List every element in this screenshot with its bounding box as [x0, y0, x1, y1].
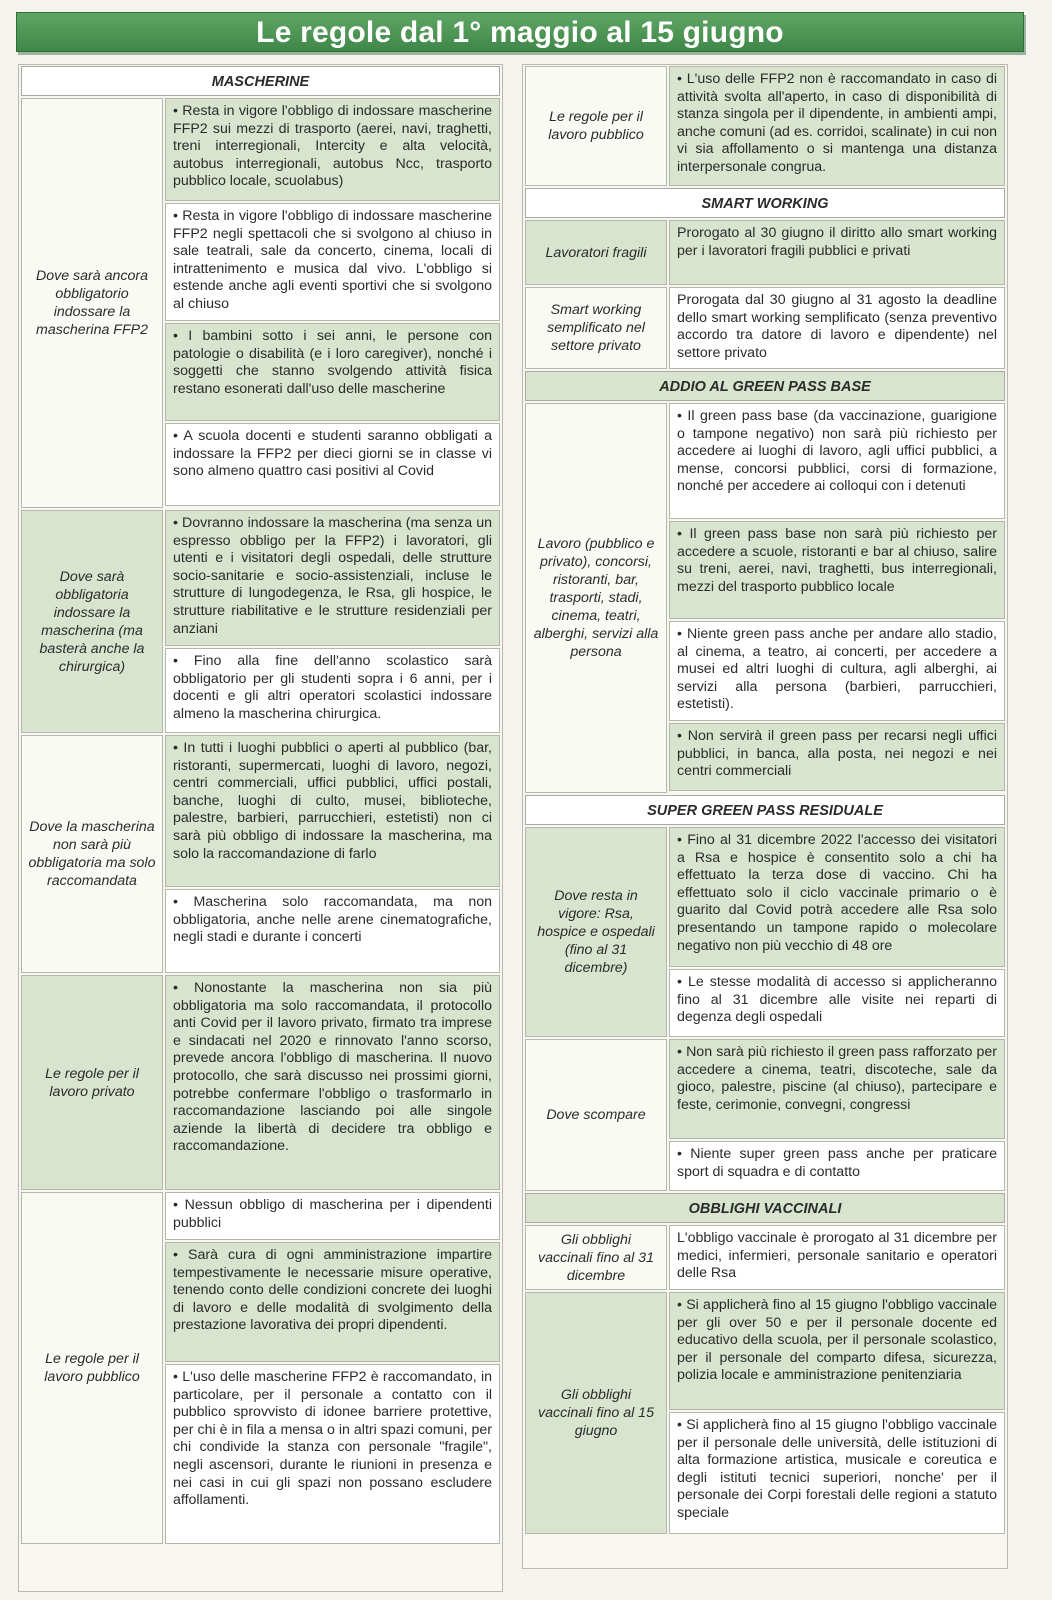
group-super-scompare: [525, 1039, 1005, 1191]
rule-cell: • Il green pass base (da vaccinazione, guarigione o tampone negativo) non sarà più richiesto per accedere ai luoghi di lavoro, agli uffici pubblici, a mense, concorsi pubblici, corsi di formazione, nonché per accedere ai colloqui con i detenuti: [669, 403, 1005, 519]
rule-cell: • I bambini sotto i sei anni, le persone con patologie o disabilità (e i loro caregiver), nonché i soggetti che stanno svolgendo attività fisica restano esonerati dall'uso delle mascherine: [165, 323, 500, 421]
rule-cell: • Fino alla fine dell'anno scolastico sarà obbligatorio per gli studenti sopra i 6 anni, per i docenti e gli altri operatori scolastici indossare almeno la mascherina chirurgica.: [165, 648, 500, 733]
rule-cell: • Nessun obbligo di mascherina per i dipendenti pubblici: [165, 1192, 500, 1240]
rule-cell: Prorogata dal 30 giugno al 31 agosto la deadline dello smart working semplificato (senza preventivo accordo tra datore di lavoro e dipendente) nel settore privato: [669, 287, 1005, 369]
rule-cell: L'obbligo vaccinale è prorogato al 31 dicembre per medici, infermieri, personale sanitario e operatori delle Rsa: [669, 1225, 1005, 1290]
section-header-super-green-pass: SUPER GREEN PASS RESIDUALE: [525, 795, 1005, 825]
section-header-obblighi-vaccinali: OBBLIGHI VACCINALI: [525, 1193, 1005, 1223]
row-label: Le regole per il lavoro pubblico: [525, 66, 667, 186]
row-label: Dove sarà ancora obbligatorio indossare la mascherina FFP2: [21, 98, 163, 508]
rule-cell: • Si applicherà fino al 15 giugno l'obbligo vaccinale per il personale delle università, delle istituzioni di alta formazione artistica, musicale e coreutica e degli istituti tecnici superiori, nonche' per il personale dei Corpi forestali delle regioni a statuto speciale: [669, 1412, 1005, 1534]
group-smart-semplificato: [525, 287, 1005, 369]
right-column: [522, 64, 1008, 1569]
group-lavoro-pubblico: [21, 1192, 500, 1544]
row-label: Lavoro (pubblico e privato), concorsi, ristoranti, bar, trasporti, stadi, cinema, teatri, alberghi, servizi alla persona: [525, 403, 667, 793]
rule-cell: • L'uso delle mascherine FFP2 è raccomandato, in particolare, per il personale a contatto con il pubblico sprovvisto di idonee barriere protettive, per chi è in fila a mensa o in altri spazi comuni, per chi condivide la stanza con personale "fragile", negli ascensori, durante le riunioni in presenza e nei casi in cui gli spazi non possano escludere affollamenti.: [165, 1364, 500, 1544]
group-super-resta: [525, 827, 1005, 1037]
row-label: Dove sarà obbligatoria indossare la mascherina (ma basterà anche la chirurgica): [21, 510, 163, 733]
rule-cell: • Non sarà più richiesto il green pass rafforzato per accedere a cinema, teatri, discoteche, sale da gioco, palestre, piscine (al chiuso), partecipare e feste, cerimonie, convegni, congressi: [669, 1039, 1005, 1139]
left-column: [18, 64, 503, 1592]
page-title: Le regole dal 1° maggio al 15 giugno: [16, 12, 1024, 52]
rule-cell: • Resta in vigore l'obbligo di indossare mascherine FFP2 sui mezzi di trasporto (aerei, navi, traghetti, treni interregionali, Intercity e alta velocità, autobus interregionali, autobus Ncc, trasporto pubblico locale, scuolabus): [165, 98, 500, 201]
row-label: Dove resta in vigore: Rsa, hospice e ospedali (fino al 31 dicembre): [525, 827, 667, 1037]
rule-cell: • Niente super green pass anche per praticare sport di squadra e di contatto: [669, 1141, 1005, 1191]
rule-cell: • Non servirà il green pass per recarsi negli uffici pubblici, in banca, alla posta, nei negozi e nei centri commerciali: [669, 723, 1005, 791]
group-vaccini-15-giugno: [525, 1292, 1005, 1534]
group-lavoro-pubblico-cont: [525, 66, 1005, 186]
group-lavoratori-fragili: [525, 220, 1005, 285]
rule-cell: • Il green pass base non sarà più richiesto per accedere a scuole, ristoranti e bar al chiuso, salire su treni, aerei, navi, traghetti, bus interregionali, mezzi del trasporto pubblico locale: [669, 521, 1005, 619]
group-green-pass-base: [525, 403, 1005, 793]
rule-cell: • Niente green pass anche per andare allo stadio, al cinema, a teatro, ai concerti, per accedere a musei ed altri luoghi di cultura, agli alberghi, ai servizi alla persona (barbieri, parrucchieri, estetisti).: [669, 621, 1005, 721]
row-label: Dove scompare: [525, 1039, 667, 1191]
group-ffp2-obbligatoria: [21, 98, 500, 508]
rule-cell: • In tutti i luoghi pubblici o aperti al pubblico (bar, ristoranti, supermercati, luoghi di lavoro, negozi, centri commerciali, uffici pubblici, uffici postali, banche, luoghi di culto, musei, biblioteche, palestre, barbieri, parrucchieri, estetisti) non ci sarà più obbligo di indossare la mascherina, ma solo la raccomandazione di farlo: [165, 735, 500, 887]
rule-cell: • Mascherina solo raccomandata, ma non obbligatoria, anche nelle arene cinematografiche, negli stadi e durante i concerti: [165, 889, 500, 973]
group-raccomandata: [21, 735, 500, 973]
rule-cell: • Sarà cura di ogni amministrazione impartire tempestivamente le necessarie misure operative, tenendo conto delle condizioni concrete dei luoghi di lavoro e delle modalità di svolgimento della prestazione lavorativa dei propri dipendenti.: [165, 1242, 500, 1362]
rule-cell: Prorogato al 30 giugno il diritto allo smart working per i lavoratori fragili pubblici e privati: [669, 220, 1005, 285]
row-label: Le regole per il lavoro privato: [21, 975, 163, 1190]
row-label: Gli obblighi vaccinali fino al 15 giugno: [525, 1292, 667, 1534]
section-header-green-pass-base: ADDIO AL GREEN PASS BASE: [525, 371, 1005, 401]
rule-cell: • Nonostante la mascherina non sia più obbligatoria ma solo raccomandata, il protocollo anti Covid per il lavoro privato, firmato tra imprese e sindacati nel 2020 e rinnovato l'anno scorso, prevede ancora l'obbligo di mascherina. Il nuovo protocollo, che sarà discusso nei prossimi giorni, potrebbe confermare l'obbligo o trasformarlo in raccomandazione lasciando poi alle singole aziende la libertà di decidere tra obbligo e raccomandazione.: [165, 975, 500, 1190]
rule-cell: • Le stesse modalità di accesso si applicheranno fino al 31 dicembre alle visite nei reparti di degenza degli ospedali: [669, 969, 1005, 1037]
rule-cell: • Dovranno indossare la mascherina (ma senza un espresso obbligo per la FFP2) i lavoratori, gli utenti e i visitatori degli ospedali, delle strutture socio-sanitarie e socio-assistenziali, incluse le strutture di lungodegenza, le Rsa, gli hospice, le strutture riabilitative e le strutture residenziali per anziani: [165, 510, 500, 646]
group-chirurgica: [21, 510, 500, 733]
rule-cell: • Si applicherà fino al 15 giugno l'obbligo vaccinale per gli over 50 e per il personale docente ed educativo della scuola, per il personale scolastico, per il personale del comparto difesa, sicurezza, polizia locale e amministrazione penitenziaria: [669, 1292, 1005, 1410]
rule-cell: • Resta in vigore l'obbligo di indossare mascherine FFP2 negli spettacoli che si svolgono al chiuso in sale teatrali, sale da concerto, cinema, locali di intrattenimento e musica dal vivo. L'obbligo si estende anche agli eventi sportivi che si svolgono al chiuso: [165, 203, 500, 321]
rule-cell: • A scuola docenti e studenti saranno obbligati a indossare la FFP2 per dieci giorni se in classe vi sono almeno quattro casi positivi al Covid: [165, 423, 500, 506]
row-label: Smart working semplificato nel settore privato: [525, 287, 667, 369]
rule-cell: • L'uso delle FFP2 non è raccomandato in caso di attività svolta all'aperto, in caso di disponibilità di stanza singola per il dipendente, in ambienti ampi, anche comuni (ad es. corridoi, scalinate) in cui non vi sia affollamento o si mantenga una distanza interpersonale congrua.: [669, 66, 1005, 186]
section-header-mascherine: MASCHERINE: [21, 66, 500, 96]
row-label: Dove la mascherina non sarà più obbligatoria ma solo raccomandata: [21, 735, 163, 973]
row-label: Lavoratori fragili: [525, 220, 667, 285]
row-label: Le regole per il lavoro pubblico: [21, 1192, 163, 1544]
section-header-smart-working: SMART WORKING: [525, 188, 1005, 218]
rule-cell: • Fino al 31 dicembre 2022 l'accesso dei visitatori a Rsa e hospice è consentito solo a chi ha effettuato la terza dose di vaccino. Chi ha effettuato solo il ciclo vaccinale primario o è guarito dal Covid potrà accedere alle Rsa solo presentando un tampone rapido o molecolare negativo non più vecchio di 48 ore: [669, 827, 1005, 967]
group-vaccini-31-dicembre: [525, 1225, 1005, 1290]
group-lavoro-privato: [21, 975, 500, 1190]
row-label: Gli obblighi vaccinali fino al 31 dicembre: [525, 1225, 667, 1290]
